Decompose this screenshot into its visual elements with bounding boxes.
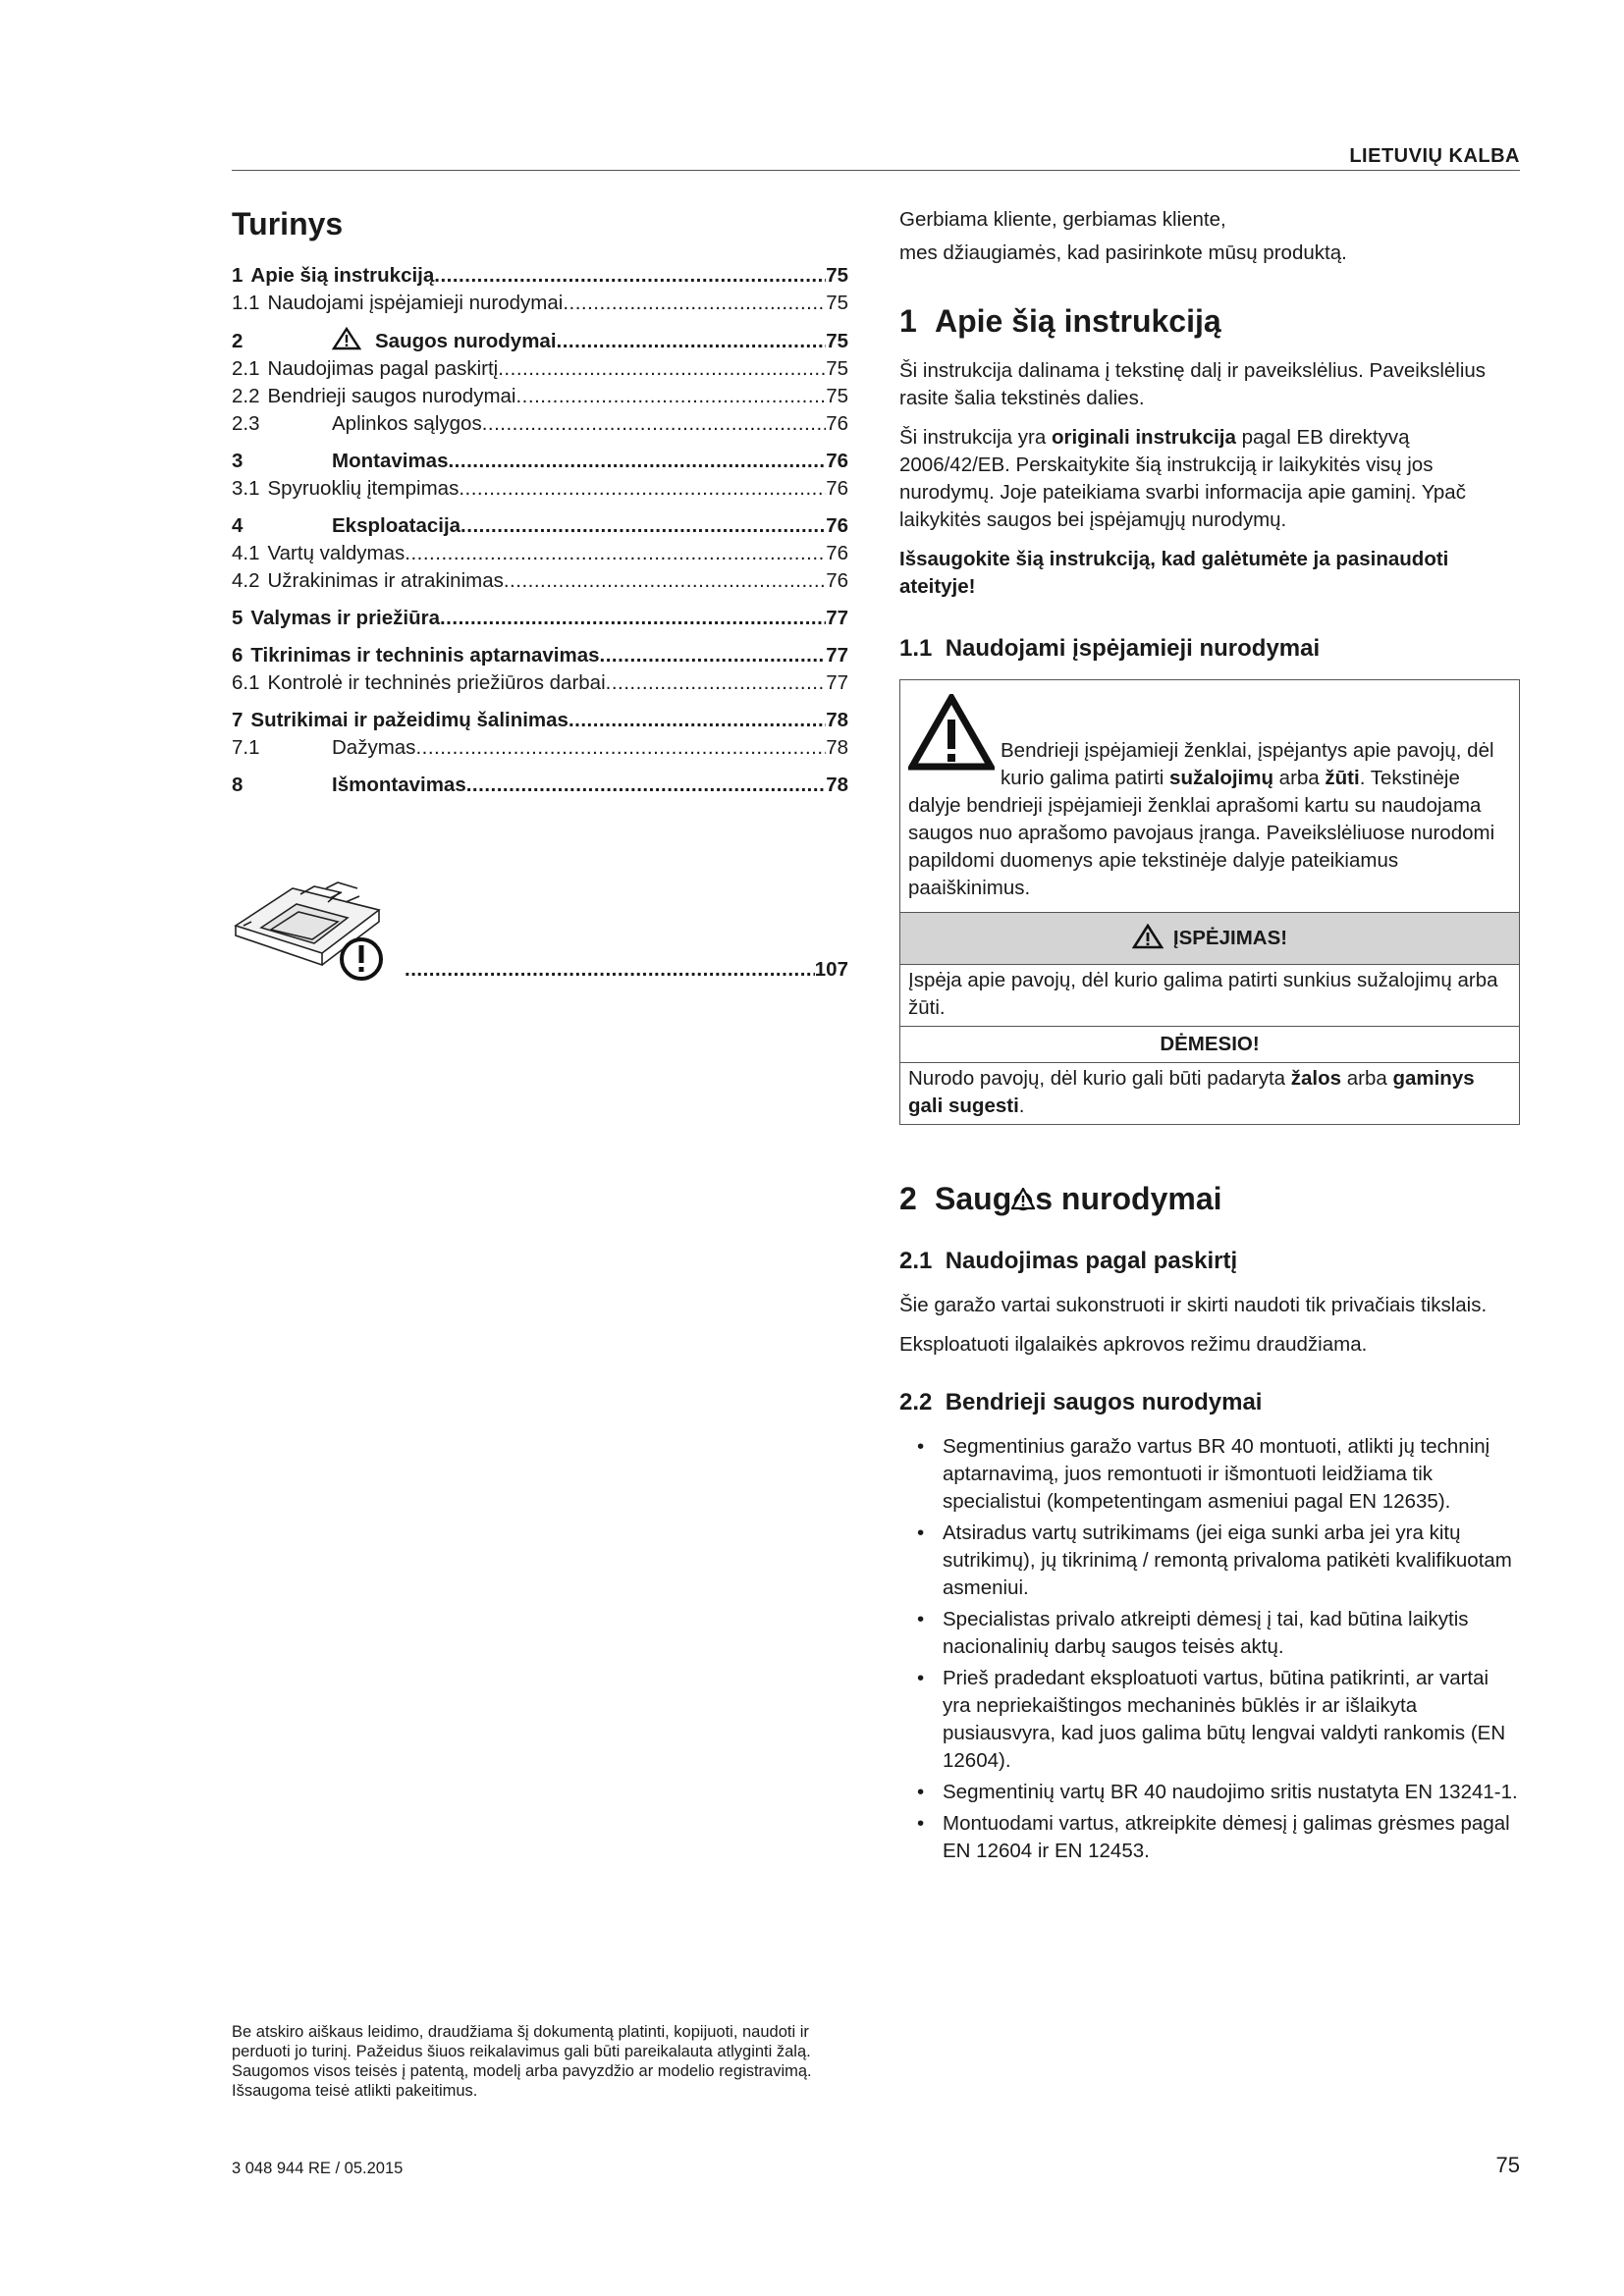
- section-1-1-heading: [899, 634, 1520, 664]
- toc-entry-number: 1: [232, 264, 244, 287]
- list-item: • Prieš pradedant eksploatuoti vartus, būtina patikrinti, ar vartai yra nepriekaištingos mechaninės būklės ir ar išlaikyta pusiausvyra, kad juos galima būtų lengvai valdyti rankomis (EN 12604).: [899, 1665, 1520, 1775]
- toc-entry-number: 7: [232, 709, 244, 731]
- toc-entry-page: 75: [826, 385, 848, 407]
- toc-entry-page: 77: [826, 671, 848, 694]
- toc-entry[interactable]: [232, 410, 848, 438]
- toc-entry-page: 76: [826, 412, 848, 435]
- toc-entry-title: Dažymas: [332, 736, 416, 759]
- toc-entry[interactable]: [232, 642, 848, 669]
- section-2-heading: [899, 1180, 1520, 1217]
- toc-entry[interactable]: [232, 567, 848, 595]
- section-2-title-part-2: s nurodymai: [1035, 1181, 1222, 1216]
- toc-entry[interactable]: [232, 707, 848, 734]
- toc-entry-page: 75: [826, 330, 848, 352]
- safety-bullet-list: [899, 1433, 1520, 1865]
- toc-entry-title: Naudojami įspėjamieji nurodymai: [267, 292, 564, 314]
- toc-entry-page: 78: [826, 736, 848, 759]
- section-2-title-part-1: Saug: [935, 1181, 1012, 1216]
- section-2-1-heading: [899, 1247, 1520, 1276]
- toc-entry-page: 78: [826, 709, 848, 731]
- warning-triangle-small-icon: [1132, 924, 1164, 949]
- section-2-1-paragraph-2: Eksploatuoti ilgalaikės apkrovos režimu draudžiama.: [899, 1333, 1368, 1356]
- gate-opener-illustration-icon: [232, 877, 405, 987]
- toc-entry-number: 2.2: [232, 385, 260, 407]
- toc-entry-title: Vartų valdymas: [267, 542, 406, 564]
- toc-entry-title: Užrakinimas ir atrakinimas: [267, 569, 504, 592]
- toc-entry-title: Sutrikimai ir pažeidimų šalinimas: [250, 709, 568, 731]
- section-2-2-number: 2.2: [899, 1389, 933, 1415]
- toc-entry-title: Valymas ir priežiūra: [250, 607, 440, 629]
- toc-entry[interactable]: [232, 669, 848, 697]
- section-1-1-number: 1.1: [899, 635, 933, 662]
- toc-entry-number: 5: [232, 607, 244, 629]
- section-1-paragraph-2: Ši instrukcija yra originali instrukcija pagal EB direktyvą 2006/42/EB. Perskaitykite šią instrukciją ir laikykitės visų jos nurodymų. Joje pateikiama svarbi informacija apie gaminį. Ypač laikykitės saugos bei įspėjamųjų nurodymų.: [899, 426, 1466, 531]
- toc-entry[interactable]: [232, 262, 848, 290]
- warning-triangle-heading-icon: [1011, 1188, 1035, 1211]
- section-1-number: 1: [899, 303, 917, 339]
- section-2-1-title: Naudojimas pagal paskirtį: [945, 1248, 1238, 1274]
- document-code: 3 048 944 RE / 05.2015: [232, 2160, 404, 2177]
- section-2-2-title: Bendrieji saugos nurodymai: [945, 1389, 1263, 1415]
- warning-label: ĮSPĖJIMAS!: [1172, 927, 1288, 949]
- toc-entry-title: Bendrieji saugos nurodymai: [267, 385, 516, 407]
- section-1-heading: [899, 302, 1520, 340]
- toc-entry-title: Spyruoklių įtempimas: [267, 477, 460, 500]
- toc-figure-entry[interactable]: [232, 877, 848, 987]
- greeting-line-1: Gerbiama kliente, gerbiamas kliente,: [899, 208, 1226, 231]
- list-item: • Atsiradus vartų sutrikimams (jei eiga sunki arba jei yra kitų sutrikimų), jų tikrinimą / remontą privaloma patikėti kvalifikuotam asmeniui.: [899, 1520, 1520, 1602]
- general-warning-cell: [900, 680, 1519, 912]
- toc-entry-title: Tikrinimas ir techninis aptarnavimas: [250, 644, 600, 667]
- toc-list: [232, 262, 848, 799]
- toc-entry-title: Aplinkos sąlygos: [332, 412, 482, 435]
- toc-entry-page: 75: [826, 357, 848, 380]
- toc-entry-page: 78: [826, 774, 848, 796]
- list-item: • Segmentinius garažo vartus BR 40 montuoti, atlikti jų techninį aptarnavimą, juos remontuoti ir išmontuoti leidžiama tik specialistui (kompetentingam asmeniui pagal EN 12635).: [899, 1433, 1520, 1516]
- notice-header: DĖMESIO!: [900, 1026, 1519, 1063]
- list-item: • Segmentinių vartų BR 40 naudojimo sritis nustatyta EN 13241-1.: [899, 1779, 1520, 1806]
- toc-entry-number: 2.3: [232, 412, 260, 435]
- warning-triangle-toc-icon: [332, 327, 361, 350]
- toc-entry-page: 76: [826, 569, 848, 592]
- section-2-2-heading: [899, 1388, 1520, 1417]
- notice-text: Nurodo pavojų, dėl kurio gali būti padaryta žalos arba gaminys gali sugesti.: [908, 1067, 1475, 1117]
- language-label: LIETUVIŲ KALBA: [1349, 145, 1520, 167]
- toc-entry-page: 77: [826, 607, 848, 629]
- toc-entry-number: 2.1: [232, 357, 260, 380]
- toc-entry[interactable]: [232, 475, 848, 503]
- toc-entry-title: Apie šią instrukciją: [250, 264, 435, 287]
- toc-entry-number: 1.1: [232, 292, 260, 314]
- toc-entry[interactable]: [232, 448, 848, 475]
- section-1-title: Apie šią instrukciją: [935, 303, 1221, 339]
- section-2-1-number: 2.1: [899, 1248, 933, 1274]
- toc-entry-page: 75: [826, 292, 848, 314]
- toc-entry[interactable]: [232, 355, 848, 383]
- header-divider: [232, 170, 1520, 171]
- section-2-number: 2: [899, 1181, 917, 1216]
- toc-entry-number: 7.1: [232, 736, 260, 759]
- list-item: • Specialistas privalo atkreipti dėmesį į tai, kad būtina laikytis nacionalinių darbų saugos teisės aktų.: [899, 1606, 1520, 1661]
- toc-entry-page: 76: [826, 542, 848, 564]
- section-1-1-title: Naudojami įspėjamieji nurodymai: [945, 635, 1321, 662]
- toc-entry-title: Montavimas: [332, 450, 449, 472]
- warning-symbols-table: [899, 679, 1520, 1125]
- toc-figure-leader: [405, 958, 848, 982]
- greeting-line-2: mes džiaugiamės, kad pasirinkote mūsų produktą.: [899, 241, 1347, 264]
- toc-entry-number: 6: [232, 644, 244, 667]
- warning-triangle-icon: [908, 694, 995, 773]
- toc-entry-number: 4.2: [232, 569, 260, 592]
- toc-entry-title: Eksploatacija: [332, 514, 461, 537]
- toc-title: Turinys: [232, 206, 344, 241]
- main-content: [899, 206, 1520, 1869]
- legal-notice: Be atskiro aiškaus leidimo, draudžiama šį dokumentą platinti, kopijuoti, naudoti ir perduoti jo turinį. Pažeidus šiuos reikalavimus gali būti pareikalauta atlyginti žalą. Saugomos visos teisės į patentą, modelį arba pavyzdžio ar modelio registravimą. Išsaugoma teisė atlikti pakeitimus.: [232, 2023, 812, 2100]
- toc-entry[interactable]: [232, 383, 848, 410]
- toc-entry-title: Naudojimas pagal paskirtį: [267, 357, 499, 380]
- section-1-keep-notice: Išsaugokite šią instrukciją, kad galėtumėte ja pasinaudoti ateityje!: [899, 548, 1449, 598]
- list-item: • Montuodami vartus, atkreipkite dėmesį į galimas grėsmes pagal EN 12604 ir EN 12453.: [899, 1810, 1520, 1865]
- toc-entry[interactable]: [232, 540, 848, 567]
- toc-entry-page: 76: [826, 514, 848, 537]
- general-warning-text: Bendrieji įspėjamieji ženklai, įspėjantys apie pavojų, dėl kurio galima patirti sužalojimų arba žūti. Tekstinėje dalyje bendrieji įspėjamieji ženklai aprašomi kartu su naudojama saugos nuo aprašomo pavojaus įranga. Paveikslėliuose nurodomi papildomi duomenys apie tekstinėje dalyje pateikiamus paaiškinimus.: [908, 739, 1495, 899]
- toc-entry-number: 4.1: [232, 542, 260, 564]
- toc-entry[interactable]: [232, 772, 848, 799]
- toc-entry-number: 2: [232, 330, 244, 352]
- toc-entry-page: 75: [826, 264, 848, 287]
- toc-entry[interactable]: [232, 512, 848, 540]
- toc-entry-title: Išmontavimas: [332, 774, 466, 796]
- section-2-1-paragraph-1: Šie garažo vartai sukonstruoti ir skirti naudoti tik privačiais tikslais.: [899, 1294, 1488, 1316]
- toc-entry-page: 76: [826, 450, 848, 472]
- toc-entry[interactable]: [232, 290, 848, 317]
- warning-header: [900, 912, 1519, 965]
- toc-entry-number: 3: [232, 450, 244, 472]
- toc-entry-title: Kontrolė ir techninės priežiūros darbai: [267, 671, 606, 694]
- toc-figure-page: 107: [814, 958, 848, 981]
- page-number: 75: [1495, 2153, 1520, 2177]
- toc-entry-page: 76: [826, 477, 848, 500]
- section-1-paragraph-1: Ši instrukcija dalinama į tekstinę dalį ir paveikslėlius. Paveikslėlius rasite šalia tekstinės dalies.: [899, 359, 1487, 409]
- toc-entry-number: 3.1: [232, 477, 260, 500]
- toc-entry-number: 6.1: [232, 671, 260, 694]
- toc-entry-number: 8: [232, 774, 244, 796]
- toc-entry-page: 77: [826, 644, 848, 667]
- toc-entry[interactable]: [232, 327, 848, 355]
- toc-entry-title: Saugos nurodymai: [332, 327, 557, 355]
- warning-text: Įspėja apie pavojų, dėl kurio galima patirti sunkius sužalojimų arba žūti.: [908, 969, 1498, 1019]
- table-of-contents: [232, 206, 848, 799]
- toc-entry[interactable]: [232, 734, 848, 762]
- toc-entry-number: 4: [232, 514, 244, 537]
- toc-entry[interactable]: [232, 605, 848, 632]
